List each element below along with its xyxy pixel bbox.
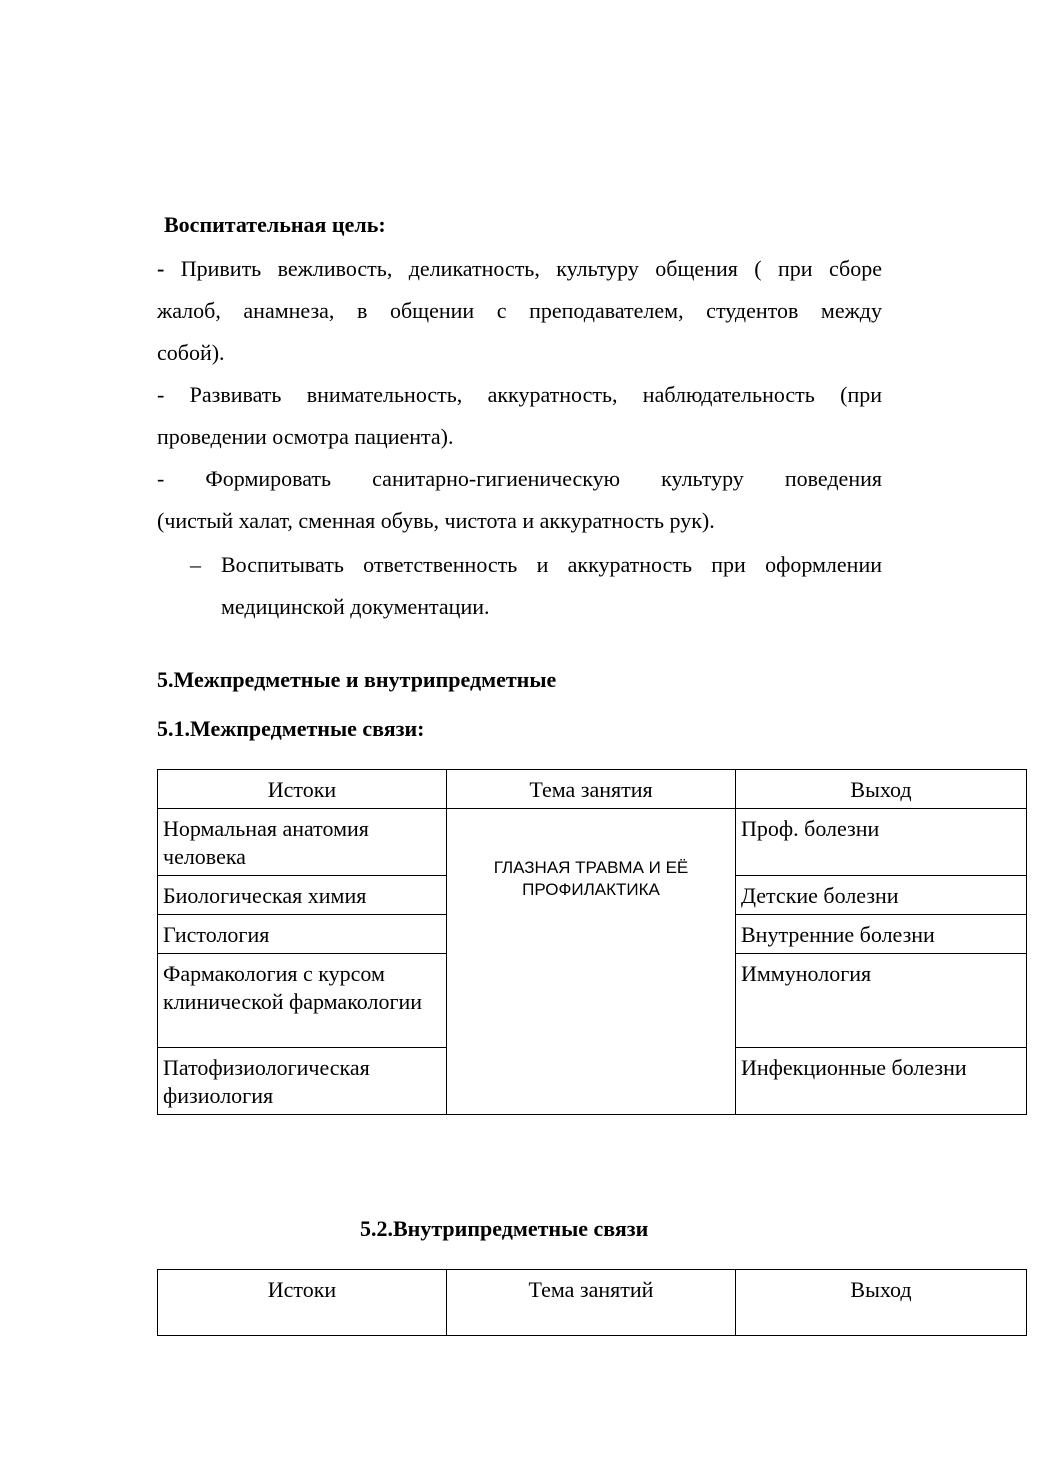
source-cell: Биологическая химия bbox=[158, 876, 447, 915]
education-goal-item-4-line-2: медицинской документации. bbox=[221, 594, 490, 619]
item-dash: - bbox=[157, 256, 165, 281]
header-sources: Истоки bbox=[158, 1270, 447, 1336]
output-cell: Иммунология bbox=[736, 954, 1027, 1048]
section-5-1-title: 5.1.Межпредметные связи: bbox=[157, 716, 425, 741]
education-goal-item-1-line-2: жалоб, анамнеза, в общении с преподавателем, студентов между bbox=[157, 298, 882, 323]
list-bullet: – bbox=[190, 552, 201, 577]
source-cell: Фармакология с курсом клинической фармакологии bbox=[158, 954, 447, 1048]
section-5-title: 5.Межпредметные и внутрипредметные bbox=[157, 667, 557, 692]
output-cell: Внутренние болезни bbox=[736, 915, 1027, 954]
education-goal-item-4-line-1: Воспитывать ответственность и аккуратность при оформлении bbox=[221, 552, 882, 577]
table-header-row bbox=[158, 770, 1027, 809]
education-goal-item-1-line-1 bbox=[157, 248, 882, 290]
education-goal-item-2-line-2: проведении осмотра пациента). bbox=[157, 424, 454, 449]
header-topic: Тема занятий bbox=[447, 1270, 736, 1336]
header-output: Выход bbox=[736, 1270, 1027, 1336]
education-goal-item-3-line-1: - Формировать санитарно-гигиеническую культуру поведения bbox=[157, 466, 882, 491]
header-output: Выход bbox=[736, 770, 1027, 809]
item-text: Привить вежливость, деликатность, культуру общения ( при сборе bbox=[180, 256, 882, 281]
source-cell: Гистология bbox=[158, 915, 447, 954]
header-topic: Тема занятия bbox=[447, 770, 736, 809]
education-goal-title: Воспитательная цель: bbox=[164, 212, 386, 237]
output-cell: Детские болезни bbox=[736, 876, 1027, 915]
source-cell: Патофизиологическая физиология bbox=[158, 1048, 447, 1115]
section-5-2-title: 5.2.Внутрипредметные связи bbox=[360, 1216, 649, 1241]
output-cell: Проф. болезни bbox=[736, 809, 1027, 876]
header-sources: Истоки bbox=[158, 770, 447, 809]
interdisciplinary-links-table bbox=[157, 769, 1027, 1115]
intradisciplinary-links-table bbox=[157, 1269, 1027, 1336]
education-goal-item-1-line-3: собой). bbox=[157, 340, 225, 365]
table-row bbox=[158, 809, 1027, 876]
table-header-row bbox=[158, 1270, 1027, 1336]
source-cell: Нормальная анатомия человека bbox=[158, 809, 447, 876]
education-goal-item-2-line-1: - Развивать внимательность, аккуратность, наблюдательность (при bbox=[157, 382, 882, 407]
education-goal-item-3-line-2: (чистый халат, сменная обувь, чистота и аккуратность рук). bbox=[157, 508, 715, 533]
output-cell: Инфекционные болезни bbox=[736, 1048, 1027, 1115]
topic-cell: ГЛАЗНАЯ ТРАВМА И ЕЁ ПРОФИЛАКТИКА bbox=[447, 809, 736, 1115]
